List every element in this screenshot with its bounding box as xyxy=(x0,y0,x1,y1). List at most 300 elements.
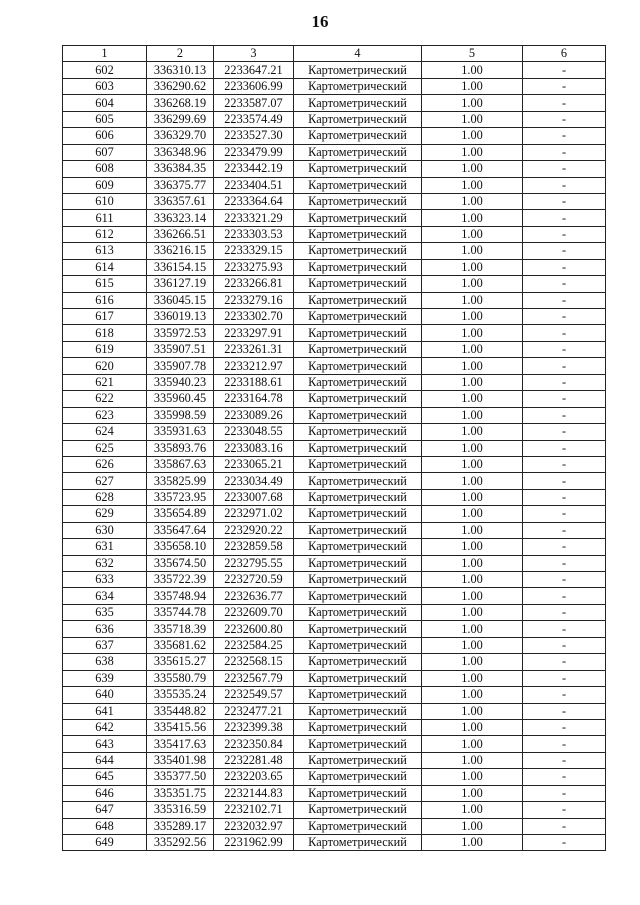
note-cell: - xyxy=(523,325,606,341)
accuracy-cell: 1.00 xyxy=(422,473,523,489)
x-coordinate-cell: 335448.82 xyxy=(147,703,214,719)
y-coordinate-cell: 2233404.51 xyxy=(214,177,294,193)
y-coordinate-cell: 2232568.15 xyxy=(214,654,294,670)
point-number-cell: 605 xyxy=(63,111,147,127)
note-cell: - xyxy=(523,621,606,637)
accuracy-cell: 1.00 xyxy=(422,128,523,144)
point-number-cell: 646 xyxy=(63,785,147,801)
table-row xyxy=(63,276,606,292)
accuracy-cell: 1.00 xyxy=(422,391,523,407)
x-coordinate-cell: 336323.14 xyxy=(147,210,214,226)
method-cell: Картометрический xyxy=(294,309,422,325)
y-coordinate-cell: 2232399.38 xyxy=(214,719,294,735)
y-coordinate-cell: 2233479.99 xyxy=(214,144,294,160)
y-coordinate-cell: 2233007.68 xyxy=(214,489,294,505)
table-row xyxy=(63,703,606,719)
method-cell: Картометрический xyxy=(294,78,422,94)
point-number-cell: 628 xyxy=(63,489,147,505)
table-row xyxy=(63,374,606,390)
table-row xyxy=(63,654,606,670)
point-number-cell: 643 xyxy=(63,736,147,752)
accuracy-cell: 1.00 xyxy=(422,292,523,308)
accuracy-cell: 1.00 xyxy=(422,489,523,505)
note-cell: - xyxy=(523,802,606,818)
table-row xyxy=(63,111,606,127)
note-cell: - xyxy=(523,456,606,472)
point-number-cell: 626 xyxy=(63,456,147,472)
point-number-cell: 647 xyxy=(63,802,147,818)
x-coordinate-cell: 335417.63 xyxy=(147,736,214,752)
y-coordinate-cell: 2233279.16 xyxy=(214,292,294,308)
method-cell: Картометрический xyxy=(294,506,422,522)
accuracy-cell: 1.00 xyxy=(422,818,523,834)
accuracy-cell: 1.00 xyxy=(422,588,523,604)
y-coordinate-cell: 2232584.25 xyxy=(214,637,294,653)
column-header: 3 xyxy=(214,46,294,62)
accuracy-cell: 1.00 xyxy=(422,440,523,456)
accuracy-cell: 1.00 xyxy=(422,654,523,670)
table-row xyxy=(63,555,606,571)
accuracy-cell: 1.00 xyxy=(422,407,523,423)
table-row xyxy=(63,407,606,423)
point-number-cell: 611 xyxy=(63,210,147,226)
x-coordinate-cell: 335960.45 xyxy=(147,391,214,407)
y-coordinate-cell: 2233266.81 xyxy=(214,276,294,292)
note-cell: - xyxy=(523,292,606,308)
point-number-cell: 630 xyxy=(63,522,147,538)
note-cell: - xyxy=(523,95,606,111)
method-cell: Картометрический xyxy=(294,62,422,78)
table-row xyxy=(63,719,606,735)
column-header: 6 xyxy=(523,46,606,62)
point-number-cell: 642 xyxy=(63,719,147,735)
note-cell: - xyxy=(523,572,606,588)
accuracy-cell: 1.00 xyxy=(422,144,523,160)
table-row xyxy=(63,769,606,785)
accuracy-cell: 1.00 xyxy=(422,193,523,209)
x-coordinate-cell: 335351.75 xyxy=(147,785,214,801)
x-coordinate-cell: 336266.51 xyxy=(147,226,214,242)
method-cell: Картометрический xyxy=(294,752,422,768)
point-number-cell: 623 xyxy=(63,407,147,423)
accuracy-cell: 1.00 xyxy=(422,456,523,472)
x-coordinate-cell: 336310.13 xyxy=(147,62,214,78)
y-coordinate-cell: 2232609.70 xyxy=(214,604,294,620)
point-number-cell: 614 xyxy=(63,259,147,275)
note-cell: - xyxy=(523,193,606,209)
point-number-cell: 641 xyxy=(63,703,147,719)
y-coordinate-cell: 2233261.31 xyxy=(214,341,294,357)
y-coordinate-cell: 2232600.80 xyxy=(214,621,294,637)
accuracy-cell: 1.00 xyxy=(422,604,523,620)
x-coordinate-cell: 335415.56 xyxy=(147,719,214,735)
x-coordinate-cell: 335722.39 xyxy=(147,572,214,588)
point-number-cell: 638 xyxy=(63,654,147,670)
method-cell: Картометрический xyxy=(294,259,422,275)
x-coordinate-cell: 335723.95 xyxy=(147,489,214,505)
method-cell: Картометрический xyxy=(294,128,422,144)
accuracy-cell: 1.00 xyxy=(422,325,523,341)
x-coordinate-cell: 336019.13 xyxy=(147,309,214,325)
x-coordinate-cell: 336127.19 xyxy=(147,276,214,292)
table-row xyxy=(63,341,606,357)
note-cell: - xyxy=(523,161,606,177)
method-cell: Картометрический xyxy=(294,177,422,193)
x-coordinate-cell: 335940.23 xyxy=(147,374,214,390)
method-cell: Картометрический xyxy=(294,687,422,703)
y-coordinate-cell: 2233303.53 xyxy=(214,226,294,242)
y-coordinate-cell: 2232350.84 xyxy=(214,736,294,752)
method-cell: Картометрический xyxy=(294,358,422,374)
method-cell: Картометрический xyxy=(294,243,422,259)
note-cell: - xyxy=(523,111,606,127)
note-cell: - xyxy=(523,506,606,522)
x-coordinate-cell: 335615.27 xyxy=(147,654,214,670)
note-cell: - xyxy=(523,588,606,604)
accuracy-cell: 1.00 xyxy=(422,802,523,818)
note-cell: - xyxy=(523,440,606,456)
accuracy-cell: 1.00 xyxy=(422,555,523,571)
method-cell: Картометрический xyxy=(294,654,422,670)
method-cell: Картометрический xyxy=(294,539,422,555)
y-coordinate-cell: 2233083.16 xyxy=(214,440,294,456)
point-number-cell: 615 xyxy=(63,276,147,292)
y-coordinate-cell: 2232281.48 xyxy=(214,752,294,768)
point-number-cell: 602 xyxy=(63,62,147,78)
point-number-cell: 624 xyxy=(63,424,147,440)
x-coordinate-cell: 335907.78 xyxy=(147,358,214,374)
table-row xyxy=(63,161,606,177)
point-number-cell: 627 xyxy=(63,473,147,489)
accuracy-cell: 1.00 xyxy=(422,785,523,801)
y-coordinate-cell: 2233647.21 xyxy=(214,62,294,78)
table-row xyxy=(63,128,606,144)
table-row xyxy=(63,243,606,259)
accuracy-cell: 1.00 xyxy=(422,736,523,752)
method-cell: Картометрический xyxy=(294,276,422,292)
method-cell: Картометрический xyxy=(294,161,422,177)
table-row xyxy=(63,670,606,686)
note-cell: - xyxy=(523,374,606,390)
point-number-cell: 631 xyxy=(63,539,147,555)
point-number-cell: 639 xyxy=(63,670,147,686)
method-cell: Картометрический xyxy=(294,555,422,571)
note-cell: - xyxy=(523,719,606,735)
page-number: 16 xyxy=(311,12,329,31)
table-row xyxy=(63,736,606,752)
y-coordinate-cell: 2233606.99 xyxy=(214,78,294,94)
table-row xyxy=(63,506,606,522)
point-number-cell: 645 xyxy=(63,769,147,785)
y-coordinate-cell: 2233587.07 xyxy=(214,95,294,111)
y-coordinate-cell: 2233527.30 xyxy=(214,128,294,144)
y-coordinate-cell: 2233164.78 xyxy=(214,391,294,407)
method-cell: Картометрический xyxy=(294,407,422,423)
table-row xyxy=(63,835,606,851)
point-number-cell: 606 xyxy=(63,128,147,144)
x-coordinate-cell: 335535.24 xyxy=(147,687,214,703)
x-coordinate-cell: 336216.15 xyxy=(147,243,214,259)
point-number-cell: 636 xyxy=(63,621,147,637)
y-coordinate-cell: 2232920.22 xyxy=(214,522,294,538)
x-coordinate-cell: 335401.98 xyxy=(147,752,214,768)
table-row xyxy=(63,292,606,308)
table-row xyxy=(63,144,606,160)
method-cell: Картометрический xyxy=(294,111,422,127)
method-cell: Картометрический xyxy=(294,144,422,160)
table-row xyxy=(63,473,606,489)
table-row xyxy=(63,424,606,440)
table-row xyxy=(63,325,606,341)
accuracy-cell: 1.00 xyxy=(422,621,523,637)
y-coordinate-cell: 2233188.61 xyxy=(214,374,294,390)
y-coordinate-cell: 2233302.70 xyxy=(214,309,294,325)
accuracy-cell: 1.00 xyxy=(422,226,523,242)
y-coordinate-cell: 2232567.79 xyxy=(214,670,294,686)
column-header: 5 xyxy=(422,46,523,62)
point-number-cell: 634 xyxy=(63,588,147,604)
x-coordinate-cell: 336268.19 xyxy=(147,95,214,111)
method-cell: Картометрический xyxy=(294,374,422,390)
table-row xyxy=(63,818,606,834)
point-number-cell: 607 xyxy=(63,144,147,160)
method-cell: Картометрический xyxy=(294,719,422,735)
coordinates-table xyxy=(62,45,606,851)
column-header: 4 xyxy=(294,46,422,62)
method-cell: Картометрический xyxy=(294,522,422,538)
accuracy-cell: 1.00 xyxy=(422,637,523,653)
accuracy-cell: 1.00 xyxy=(422,161,523,177)
method-cell: Картометрический xyxy=(294,473,422,489)
note-cell: - xyxy=(523,769,606,785)
note-cell: - xyxy=(523,539,606,555)
y-coordinate-cell: 2233364.64 xyxy=(214,193,294,209)
point-number-cell: 620 xyxy=(63,358,147,374)
accuracy-cell: 1.00 xyxy=(422,506,523,522)
accuracy-cell: 1.00 xyxy=(422,309,523,325)
x-coordinate-cell: 335658.10 xyxy=(147,539,214,555)
table-row xyxy=(63,259,606,275)
note-cell: - xyxy=(523,785,606,801)
note-cell: - xyxy=(523,637,606,653)
point-number-cell: 640 xyxy=(63,687,147,703)
method-cell: Картометрический xyxy=(294,292,422,308)
point-number-cell: 608 xyxy=(63,161,147,177)
point-number-cell: 609 xyxy=(63,177,147,193)
y-coordinate-cell: 2233442.19 xyxy=(214,161,294,177)
table-row xyxy=(63,489,606,505)
column-header: 1 xyxy=(63,46,147,62)
note-cell: - xyxy=(523,670,606,686)
point-number-cell: 637 xyxy=(63,637,147,653)
table-row xyxy=(63,177,606,193)
point-number-cell: 619 xyxy=(63,341,147,357)
point-number-cell: 629 xyxy=(63,506,147,522)
accuracy-cell: 1.00 xyxy=(422,276,523,292)
y-coordinate-cell: 2232549.57 xyxy=(214,687,294,703)
method-cell: Картометрический xyxy=(294,703,422,719)
accuracy-cell: 1.00 xyxy=(422,719,523,735)
table-row xyxy=(63,572,606,588)
method-cell: Картометрический xyxy=(294,637,422,653)
method-cell: Картометрический xyxy=(294,210,422,226)
x-coordinate-cell: 335654.89 xyxy=(147,506,214,522)
y-coordinate-cell: 2233329.15 xyxy=(214,243,294,259)
method-cell: Картометрический xyxy=(294,489,422,505)
note-cell: - xyxy=(523,358,606,374)
table-row xyxy=(63,309,606,325)
method-cell: Картометрический xyxy=(294,226,422,242)
accuracy-cell: 1.00 xyxy=(422,259,523,275)
accuracy-cell: 1.00 xyxy=(422,769,523,785)
method-cell: Картометрический xyxy=(294,391,422,407)
point-number-cell: 616 xyxy=(63,292,147,308)
y-coordinate-cell: 2232720.59 xyxy=(214,572,294,588)
y-coordinate-cell: 2233048.55 xyxy=(214,424,294,440)
table-row xyxy=(63,687,606,703)
table-row xyxy=(63,456,606,472)
y-coordinate-cell: 2233574.49 xyxy=(214,111,294,127)
note-cell: - xyxy=(523,309,606,325)
accuracy-cell: 1.00 xyxy=(422,703,523,719)
method-cell: Картометрический xyxy=(294,572,422,588)
x-coordinate-cell: 336329.70 xyxy=(147,128,214,144)
x-coordinate-cell: 335681.62 xyxy=(147,637,214,653)
point-number-cell: 648 xyxy=(63,818,147,834)
x-coordinate-cell: 335289.17 xyxy=(147,818,214,834)
note-cell: - xyxy=(523,818,606,834)
note-cell: - xyxy=(523,522,606,538)
x-coordinate-cell: 335377.50 xyxy=(147,769,214,785)
point-number-cell: 621 xyxy=(63,374,147,390)
accuracy-cell: 1.00 xyxy=(422,210,523,226)
point-number-cell: 625 xyxy=(63,440,147,456)
x-coordinate-cell: 336375.77 xyxy=(147,177,214,193)
x-coordinate-cell: 335825.99 xyxy=(147,473,214,489)
method-cell: Картометрический xyxy=(294,769,422,785)
method-cell: Картометрический xyxy=(294,621,422,637)
x-coordinate-cell: 335907.51 xyxy=(147,341,214,357)
table-row xyxy=(63,752,606,768)
method-cell: Картометрический xyxy=(294,440,422,456)
point-number-cell: 603 xyxy=(63,78,147,94)
method-cell: Картометрический xyxy=(294,785,422,801)
method-cell: Картометрический xyxy=(294,604,422,620)
x-coordinate-cell: 336154.15 xyxy=(147,259,214,275)
note-cell: - xyxy=(523,128,606,144)
method-cell: Картометрический xyxy=(294,670,422,686)
y-coordinate-cell: 2233212.97 xyxy=(214,358,294,374)
note-cell: - xyxy=(523,407,606,423)
accuracy-cell: 1.00 xyxy=(422,62,523,78)
table-row xyxy=(63,539,606,555)
y-coordinate-cell: 2232032.97 xyxy=(214,818,294,834)
accuracy-cell: 1.00 xyxy=(422,177,523,193)
y-coordinate-cell: 2232477.21 xyxy=(214,703,294,719)
method-cell: Картометрический xyxy=(294,835,422,851)
x-coordinate-cell: 335998.59 xyxy=(147,407,214,423)
note-cell: - xyxy=(523,62,606,78)
table-row xyxy=(63,226,606,242)
y-coordinate-cell: 2233275.93 xyxy=(214,259,294,275)
accuracy-cell: 1.00 xyxy=(422,358,523,374)
table-row xyxy=(63,785,606,801)
point-number-cell: 613 xyxy=(63,243,147,259)
x-coordinate-cell: 335674.50 xyxy=(147,555,214,571)
note-cell: - xyxy=(523,78,606,94)
method-cell: Картометрический xyxy=(294,95,422,111)
accuracy-cell: 1.00 xyxy=(422,687,523,703)
x-coordinate-cell: 335647.64 xyxy=(147,522,214,538)
method-cell: Картометрический xyxy=(294,341,422,357)
table-row xyxy=(63,391,606,407)
x-coordinate-cell: 335931.63 xyxy=(147,424,214,440)
y-coordinate-cell: 2232971.02 xyxy=(214,506,294,522)
accuracy-cell: 1.00 xyxy=(422,835,523,851)
point-number-cell: 612 xyxy=(63,226,147,242)
note-cell: - xyxy=(523,736,606,752)
table-header-row xyxy=(63,46,606,62)
point-number-cell: 633 xyxy=(63,572,147,588)
x-coordinate-cell: 336045.15 xyxy=(147,292,214,308)
column-header: 2 xyxy=(147,46,214,62)
method-cell: Картометрический xyxy=(294,588,422,604)
point-number-cell: 632 xyxy=(63,555,147,571)
note-cell: - xyxy=(523,604,606,620)
x-coordinate-cell: 335867.63 xyxy=(147,456,214,472)
accuracy-cell: 1.00 xyxy=(422,374,523,390)
y-coordinate-cell: 2231962.99 xyxy=(214,835,294,851)
point-number-cell: 649 xyxy=(63,835,147,851)
method-cell: Картометрический xyxy=(294,802,422,818)
accuracy-cell: 1.00 xyxy=(422,572,523,588)
note-cell: - xyxy=(523,835,606,851)
y-coordinate-cell: 2232795.55 xyxy=(214,555,294,571)
x-coordinate-cell: 335292.56 xyxy=(147,835,214,851)
y-coordinate-cell: 2232144.83 xyxy=(214,785,294,801)
note-cell: - xyxy=(523,259,606,275)
x-coordinate-cell: 335718.39 xyxy=(147,621,214,637)
accuracy-cell: 1.00 xyxy=(422,539,523,555)
method-cell: Картометрический xyxy=(294,736,422,752)
accuracy-cell: 1.00 xyxy=(422,95,523,111)
method-cell: Картометрический xyxy=(294,818,422,834)
note-cell: - xyxy=(523,144,606,160)
note-cell: - xyxy=(523,473,606,489)
point-number-cell: 617 xyxy=(63,309,147,325)
table-row xyxy=(63,95,606,111)
note-cell: - xyxy=(523,341,606,357)
table-row xyxy=(63,604,606,620)
accuracy-cell: 1.00 xyxy=(422,341,523,357)
x-coordinate-cell: 335316.59 xyxy=(147,802,214,818)
point-number-cell: 618 xyxy=(63,325,147,341)
x-coordinate-cell: 335580.79 xyxy=(147,670,214,686)
x-coordinate-cell: 335972.53 xyxy=(147,325,214,341)
table-row xyxy=(63,193,606,209)
point-number-cell: 622 xyxy=(63,391,147,407)
point-number-cell: 610 xyxy=(63,193,147,209)
method-cell: Картометрический xyxy=(294,193,422,209)
note-cell: - xyxy=(523,489,606,505)
note-cell: - xyxy=(523,391,606,407)
point-number-cell: 635 xyxy=(63,604,147,620)
method-cell: Картометрический xyxy=(294,325,422,341)
table-row xyxy=(63,210,606,226)
note-cell: - xyxy=(523,177,606,193)
y-coordinate-cell: 2232102.71 xyxy=(214,802,294,818)
y-coordinate-cell: 2232859.58 xyxy=(214,539,294,555)
